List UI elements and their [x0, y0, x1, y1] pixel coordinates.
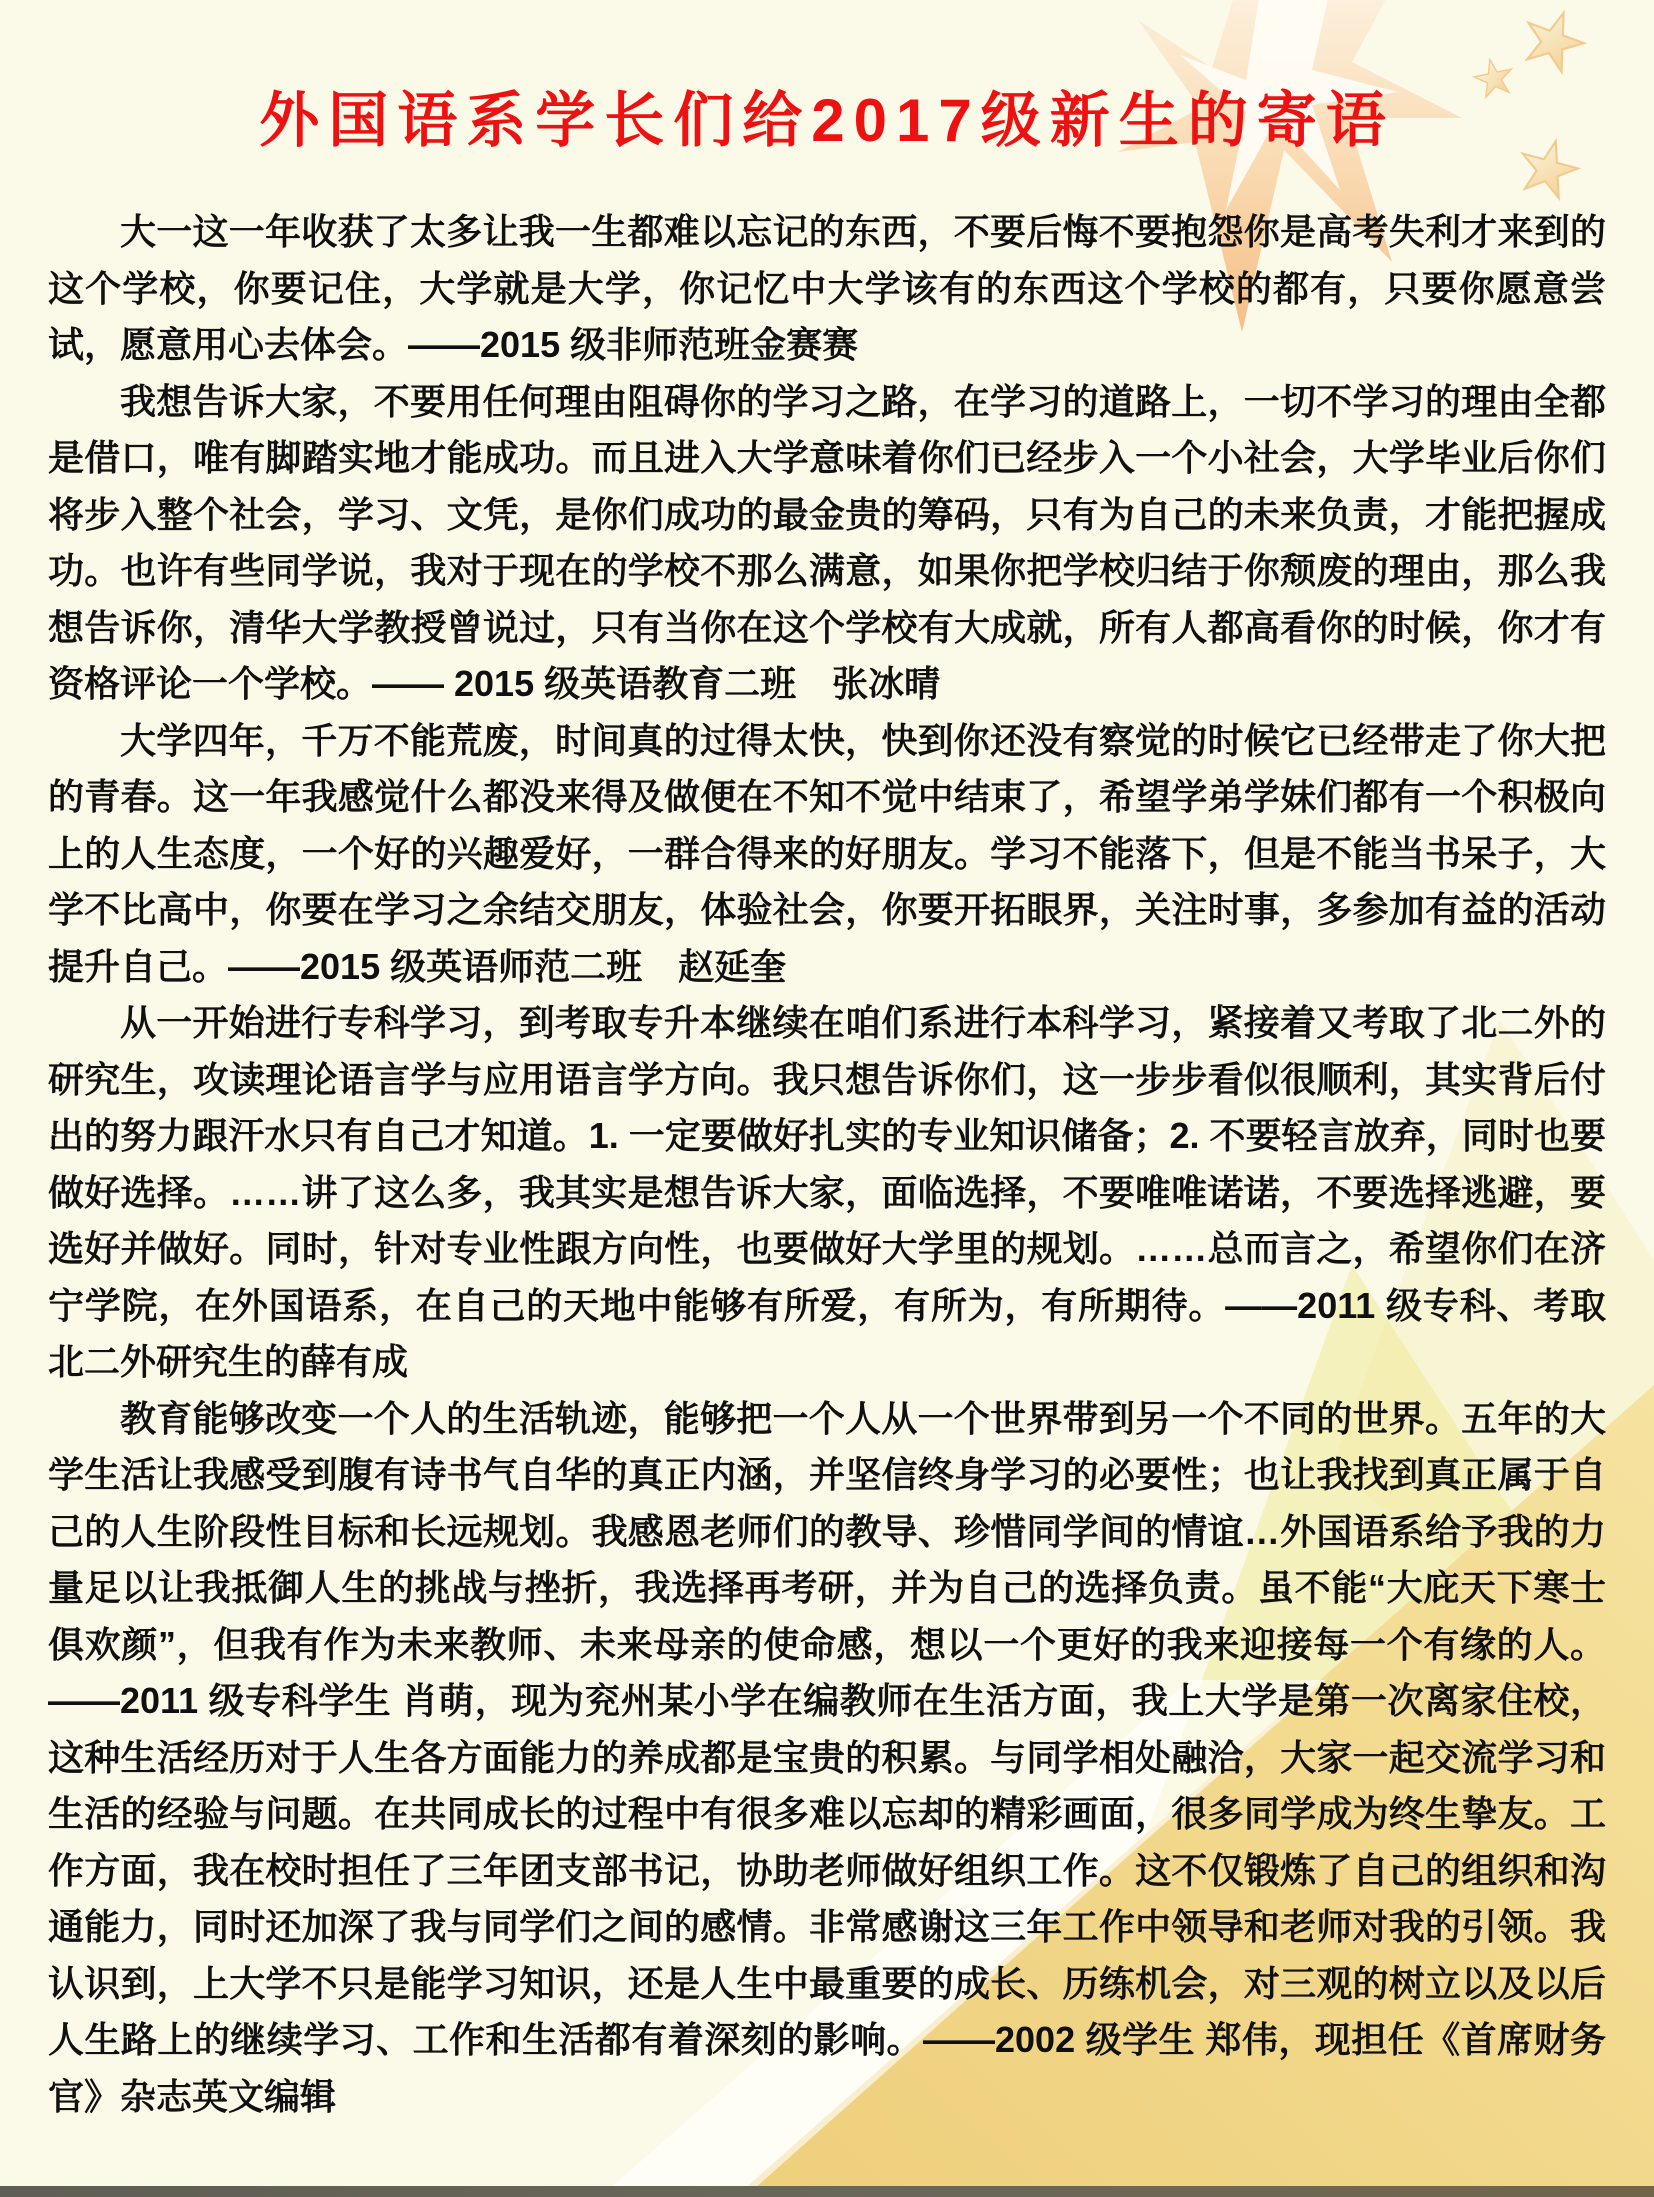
bottom-strip — [0, 2186, 1654, 2197]
star-icon — [1517, 3, 1592, 76]
document-body — [48, 204, 1606, 2125]
paragraph-message-5: 教育能够改变一个人的生活轨迹，能够把一个人从一个世界带到另一个不同的世界。五年的大学生活让我感受到腹有诗书气自华的真正内涵，并坚信终身学习的必要性；也让我找到真正属于自己的人生阶段性目标和长远规划。我感恩老师们的教导、珍惜同学间的情谊…外国语系给予我的力量足以让我抵御人生的挑战与挫折，我选择再考研，并为自己的选择负责。虽不能“大庇天下寒士俱欢颜”，但我有作为未来教师、未来母亲的使命感，想以一个更好的我来迎接每一个有缘的人。——2011 级专科学生 肖萌，现为兖州某小学在编教师在生活方面，我上大学是第一次离家住校，这种生活经历对于人生各方面能力的养成都是宝贵的积累。与同学相处融洽，大家一起交流学习和生活的经验与问题。在共同成长的过程中有很多难以忘却的精彩画面，很多同学成为终生挚友。工作方面，我在校时担任了三年团支部书记，协助老师做好组织工作。这不仅锻炼了自己的组织和沟通能力，同时还加深了我与同学们之间的感情。非常感谢这三年工作中领导和老师对我的引领。我认识到，上大学不只是能学习知识，还是人生中最重要的成长、历练机会，对三观的树立以及以后人生路上的继续学习、工作和生活都有着深刻的影响。——2002 级学生 郑伟，现担任《首席财务官》杂志英文编辑 — [48, 1397, 1606, 2117]
paragraph-message-3: 大学四年，千万不能荒废，时间真的过得太快，快到你还没有察觉的时候它已经带走了你大把的青春。这一年我感觉什么都没来得及做便在不知不觉中结束了，希望学弟学妹们都有一个积极向上的人生态度，一个好的兴趣爱好，一群合得来的好朋友。学习不能落下，但是不能当书呆子，大学不比高中，你要在学习之余结交朋友，体验社会，你要开拓眼界，关注时事，多参加有益的活动提升自己。——2015 级英语师范二班 赵延奎 — [48, 719, 1606, 987]
paragraph-message-2: 我想告诉大家，不要用任何理由阻碍你的学习之路，在学习的道路上，一切不学习的理由全都是借口，唯有脚踏实地才能成功。而且进入大学意味着你们已经步入一个小社会，大学毕业后你们将步入整个社会，学习、文凭，是你们成功的最金贵的筹码，只有为自己的未来负责，才能把握成功。也许有些同学说，我对于现在的学校不那么满意，如果你把学校归结于你颓废的理由，那么我想告诉你，清华大学教授曾说过，只有当你在这个学校有大成就，所有人都高看你的时候，你才有资格评论一个学校。—— 2015 级英语教育二班 张冰晴 — [48, 380, 1606, 704]
page-title: 外国语系学长们给2017级新生的寄语 — [259, 87, 1395, 154]
paragraph-message-4: 从一开始进行专科学习，到考取专升本继续在咱们系进行本科学习，紧接着又考取了北二外的研究生，攻读理论语言学与应用语言学方向。我只想告诉你们，这一步步看似很顺利，其实背后付出的努力跟汗水只有自己才知道。1. 一定要做好扎实的专业知识储备；2. 不要轻言放弃，同时也要做好选择。……讲了这么多，我其实是想告诉大家，面临选择，不要唯唯诺诺，不要选择逃避，要选好并做好。同时，针对专业性跟方向性，也要做好大学里的规划。……总而言之，希望你们在济宁学院，在外国语系，在自己的天地中能够有所爱，有所为，有所期待。——2011 级专科、考取北二外研究生的薛有成 — [48, 1002, 1606, 1382]
paragraph-message-1: 大一这一年收获了太多让我一生都难以忘记的东西，不要后悔不要抱怨你是高考失利才来到的这个学校，你要记住，大学就是大学，你记忆中大学该有的东西这个学校的都有，只要你愿意尝试，愿意用心去体会。——2015 级非师范班金赛赛 — [48, 211, 1606, 365]
